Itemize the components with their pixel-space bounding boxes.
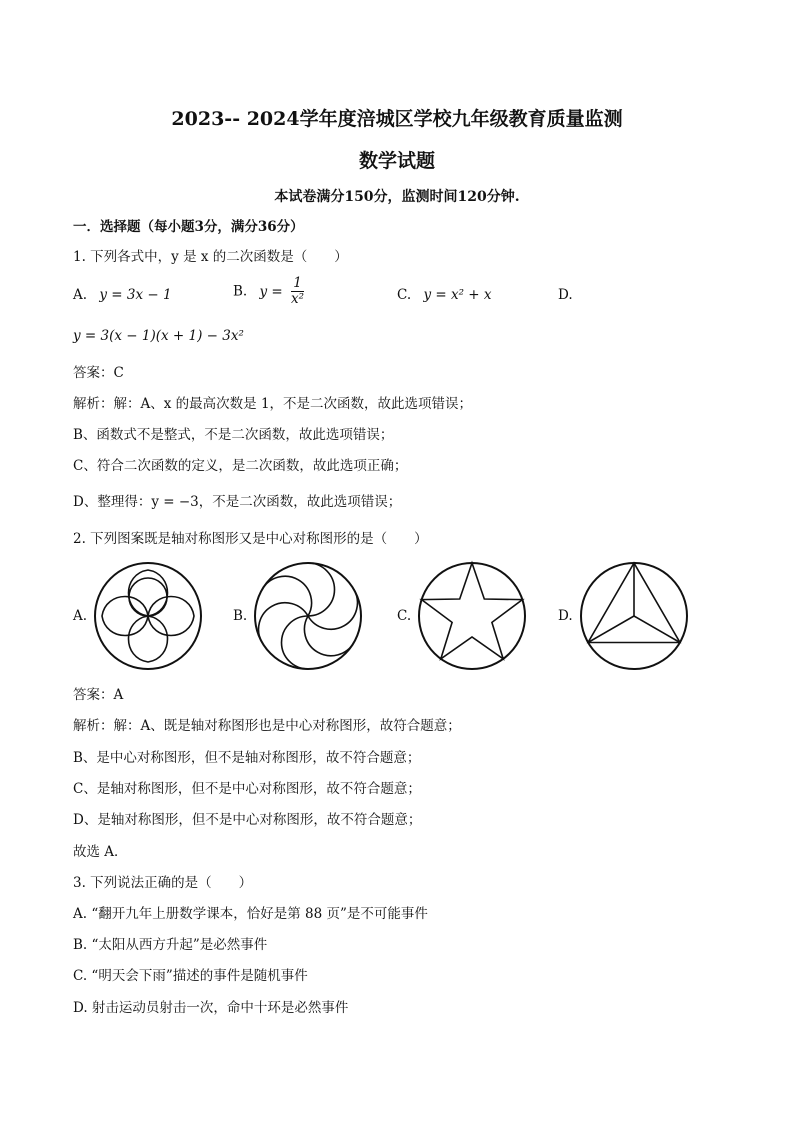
q1-option-b-left: y = <box>259 283 283 300</box>
q1-option-b-fraction <box>291 276 304 307</box>
q2-analysis-line: B、是中心对称图形，但不是轴对称图形，故不符合题意； <box>73 750 421 766</box>
q2-option-a-label: A. <box>73 608 88 624</box>
q1-option-d-expr: y = 3(x − 1)(x + 1) − 3x² <box>73 328 244 344</box>
q2-option-b-label: B. <box>233 608 248 624</box>
q1-option-b-label: B. <box>233 283 248 300</box>
q3-option-c: C. “明天会下雨”描述的事件是随机事件 <box>73 968 308 984</box>
q2-analysis-line: D、是轴对称图形，但不是中心对称图形，故不符合题意； <box>73 812 422 828</box>
q1-analysis-line: C、符合二次函数的定义，是二次函数，故此选项正确； <box>73 458 408 474</box>
four-petal-flower-icon <box>92 560 204 672</box>
exam-title: 2023-- 2024学年度涪城区学校九年级教育质量监测 <box>171 108 623 130</box>
q1-option-b-numerator: 1 <box>291 276 304 292</box>
q2-figure-b <box>252 560 364 672</box>
q1-option-a-expr: y = 3x − 1 <box>99 287 172 303</box>
q1-option-d-label: D. <box>558 287 573 303</box>
q3-option-b: B. “太阳从西方升起”是必然事件 <box>73 937 268 953</box>
q1-analysis-line: 解析：解：A、x 的最高次数是 1，不是二次函数，故此选项错误； <box>73 396 473 412</box>
q2-answer: 答案：A <box>73 687 124 703</box>
q2-figure-a <box>92 560 204 672</box>
three-swirl-icon <box>252 560 364 672</box>
star-in-circle-icon <box>416 560 528 672</box>
q1-analysis-line: B、函数式不是整式，不是二次函数，故此选项错误； <box>73 427 394 443</box>
q3-option-a: A. “翻开九年上册数学课本，恰好是第 88 页”是不可能事件 <box>73 906 428 922</box>
q2-conclusion: 故选 A． <box>73 844 128 860</box>
q2-analysis-line: 解析：解：A、既是轴对称图形也是中心对称图形，故符合题意； <box>73 718 461 734</box>
q2-analysis-line: C、是轴对称图形，但不是中心对称图形，故不符合题意； <box>73 781 421 797</box>
exam-subtitle: 数学试题 <box>358 150 435 172</box>
q2-stem: 2. 下列图案既是轴对称图形又是中心对称图形的是（ ） <box>73 531 428 547</box>
exam-note: 本试卷满分150分，监测时间120分钟. <box>274 189 520 205</box>
q1-option-b <box>233 276 304 307</box>
q1-answer: 答案：C <box>73 365 124 381</box>
q2-option-c-label: C. <box>397 608 412 624</box>
q2-option-d-label: D. <box>558 608 573 624</box>
triangle-in-circle-icon <box>578 560 690 672</box>
q2-figure-c <box>416 560 528 672</box>
q1-option-a-label: A. <box>73 287 88 303</box>
q1-option-c-expr: y = x² + x <box>423 287 492 303</box>
q1-option-a <box>73 286 172 304</box>
q1-analysis-line: D、整理得：y = −3，不是二次函数，故此选项错误； <box>73 494 402 510</box>
section-heading: 一．选择题（每小题3分，满分36分） <box>73 219 304 235</box>
q3-option-d: D. 射击运动员射击一次，命中十环是必然事件 <box>73 1000 349 1016</box>
q1-option-b-denominator: x² <box>291 291 305 307</box>
q1-option-c-label: C. <box>397 287 412 303</box>
q3-stem: 3. 下列说法正确的是（ ） <box>73 875 253 891</box>
q2-figure-d <box>578 560 690 672</box>
q1-option-c <box>397 286 492 304</box>
q1-stem: 1. 下列各式中，y 是 x 的二次函数是（ ） <box>73 249 348 265</box>
